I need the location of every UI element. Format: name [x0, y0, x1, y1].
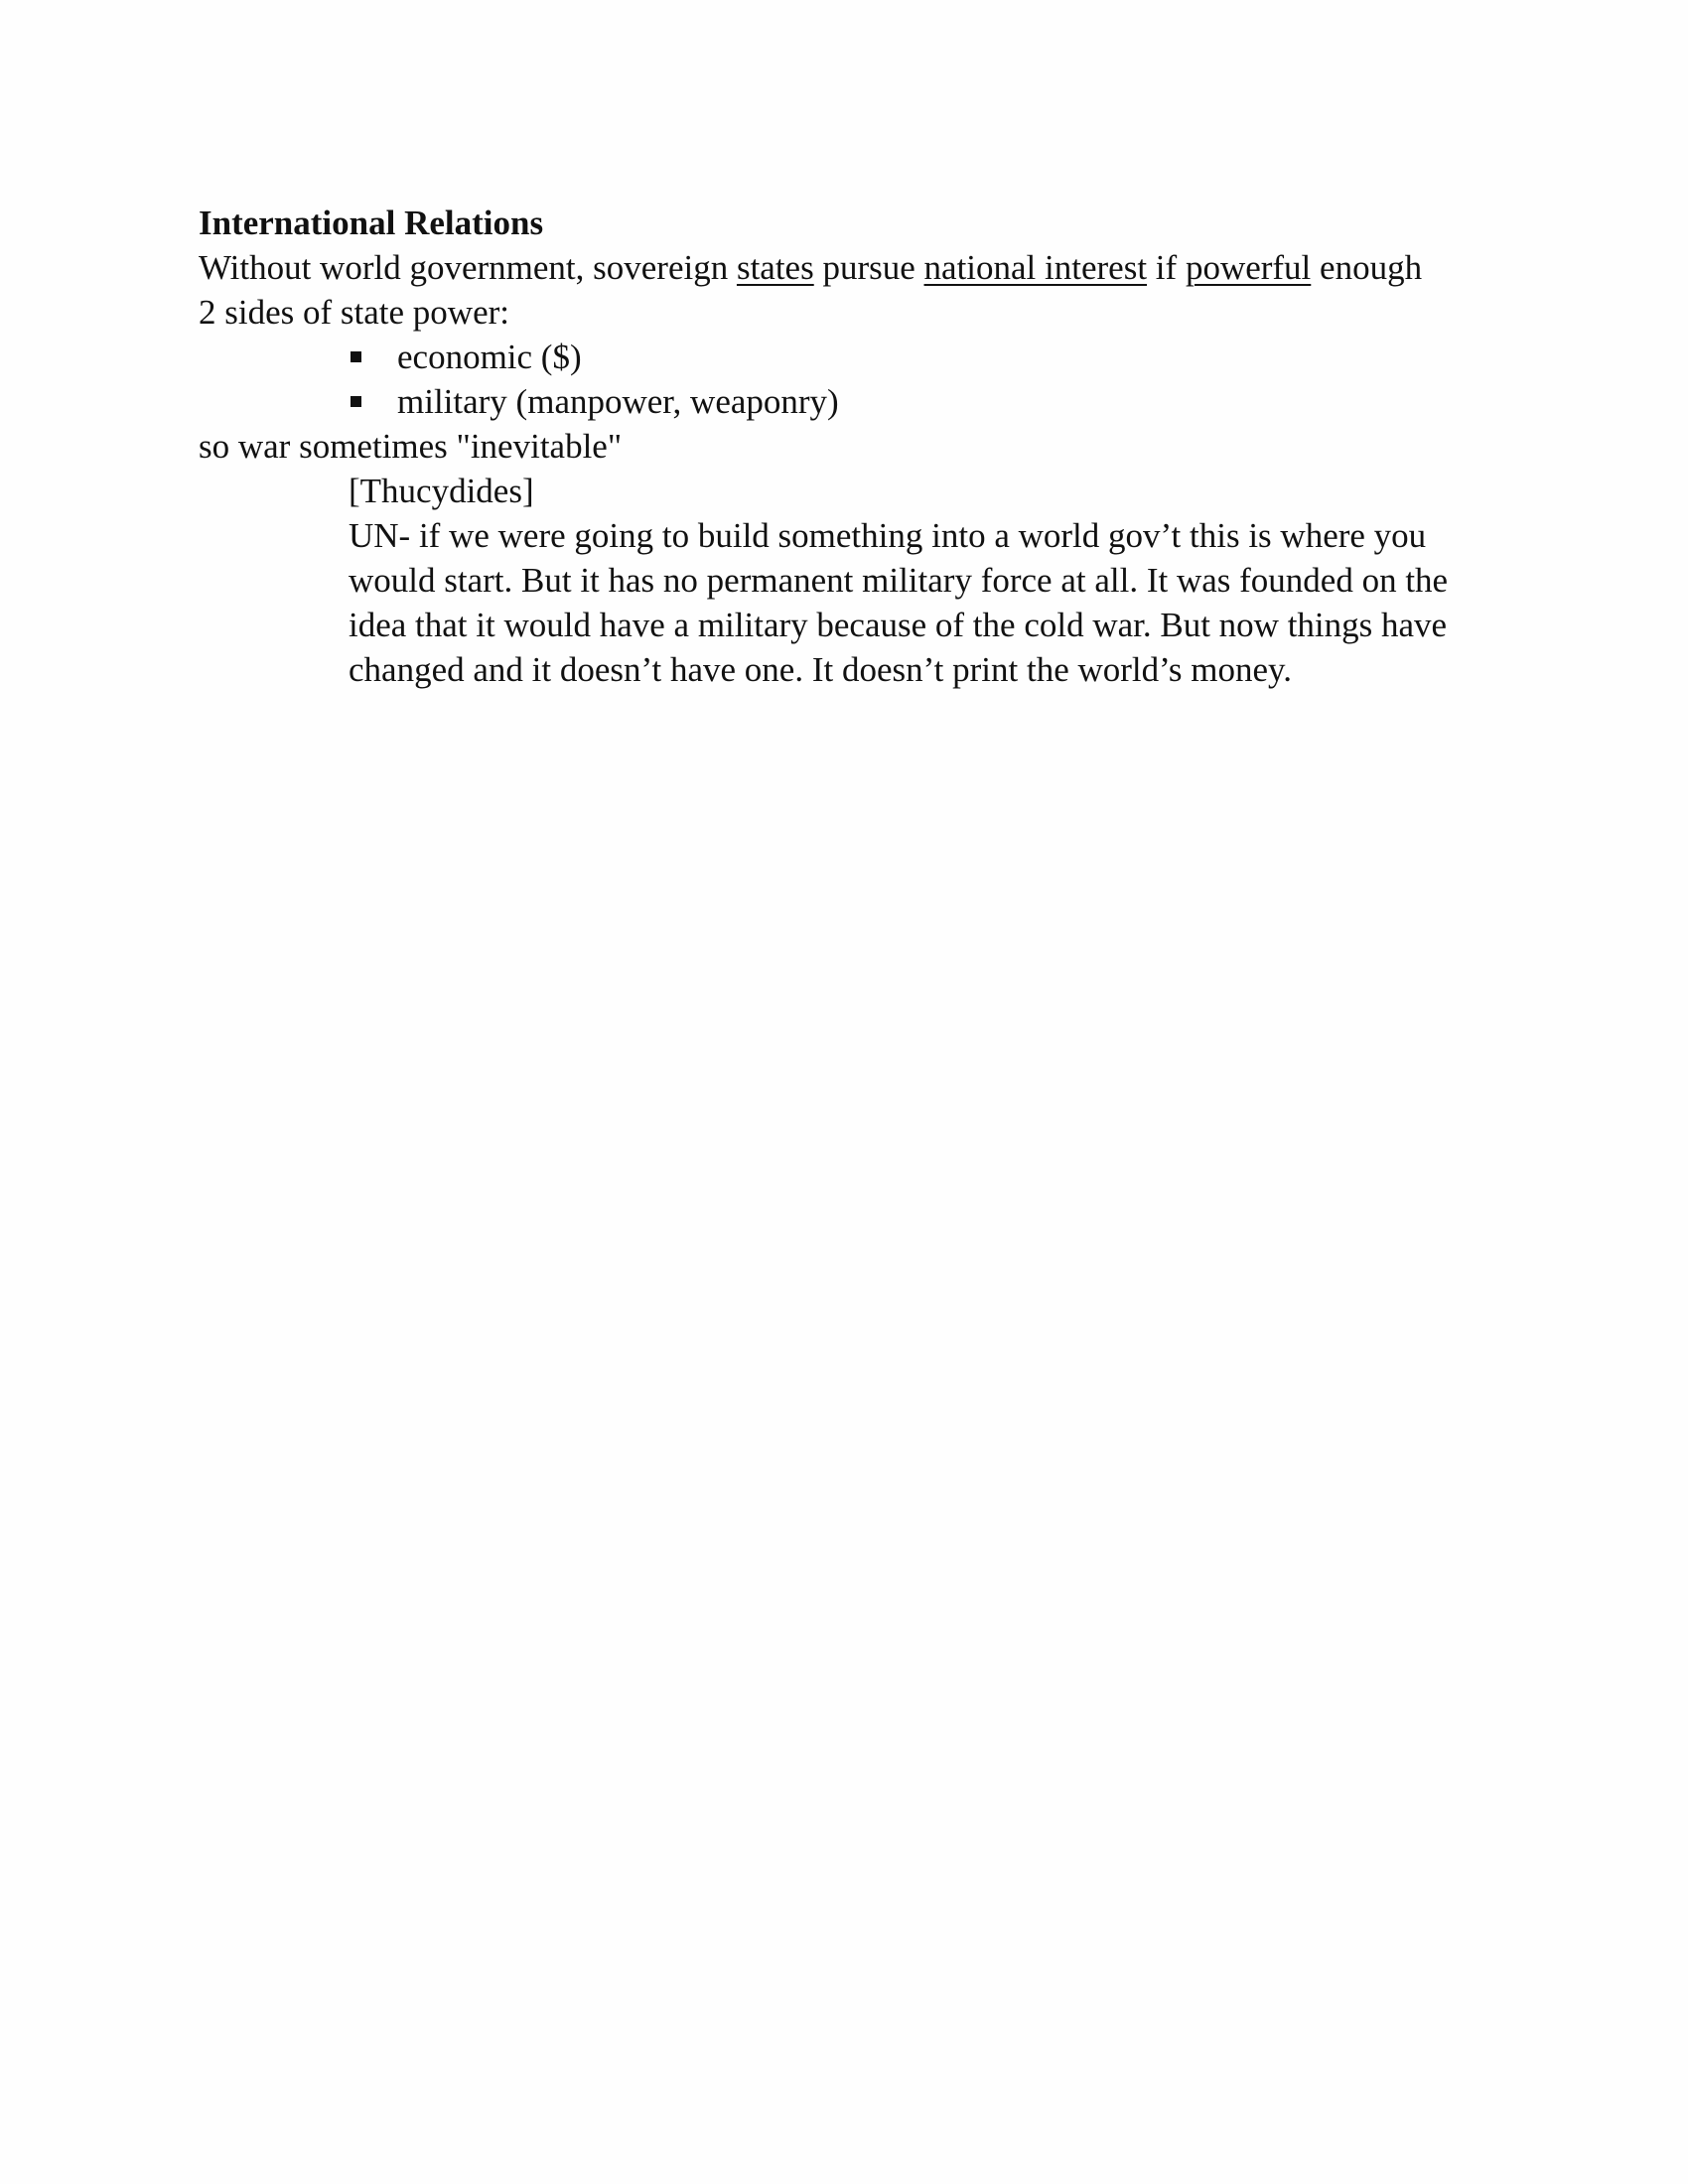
sides-heading: 2 sides of state power: — [199, 293, 509, 332]
un-paragraph: UN- if we were going to build something into a world gov’t this is where you would start. But it has no permanent military force at all. It was founded on the idea that it would have a military because of the cold war. But now things have changed and it doesn’t have one. It doesn’t print the world’s money. — [349, 516, 1449, 689]
list-item-text: economic ($) — [397, 338, 582, 376]
intro-paragraph — [199, 245, 1489, 290]
underlined-term-states: states — [736, 248, 814, 287]
list-item — [199, 335, 1489, 379]
square-bullet-icon — [351, 396, 361, 407]
list-item-text: military (manpower, weaponry) — [397, 382, 839, 421]
war-line: so war sometimes "inevitable" — [199, 427, 623, 466]
thucydides-reference: [Thucydides] — [349, 472, 534, 510]
intro-text-3: if — [1147, 248, 1186, 287]
underlined-term-national-interest: national interest — [923, 248, 1148, 287]
underlined-term-powerful: powerful — [1185, 248, 1312, 287]
page-title: International Relations — [199, 204, 544, 242]
power-sides-list — [199, 335, 1489, 424]
intro-text-1: Without world government, sovereign — [199, 248, 737, 287]
document-content — [199, 201, 1489, 692]
intro-text-2: pursue — [813, 248, 924, 287]
list-item — [199, 379, 1489, 424]
square-bullet-icon — [351, 351, 361, 362]
intro-text-4: enough — [1311, 248, 1423, 287]
